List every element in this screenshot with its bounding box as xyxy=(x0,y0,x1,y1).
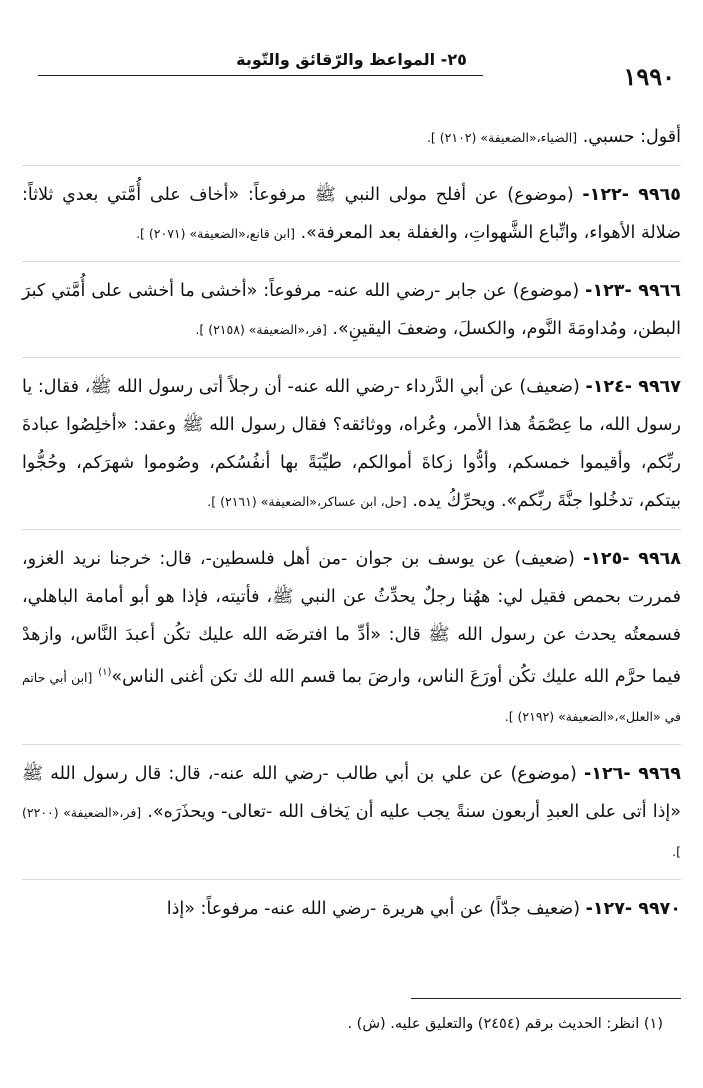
page-body xyxy=(22,118,681,936)
page-number: ١٩٩٠ xyxy=(623,62,675,91)
hadith-entry xyxy=(22,176,681,253)
page-header xyxy=(20,50,683,90)
hadith-entry xyxy=(22,540,681,736)
divider xyxy=(22,529,681,530)
hadith-reference: [ابن قانع،«الضعيفة» (٢٠٧١) ]. xyxy=(136,226,295,241)
footnote-marker[interactable]: (١) xyxy=(98,667,112,678)
hadith-grade: (ضعيف جدّاً) xyxy=(489,898,581,919)
hadith-number: ٩٩٦٥ -١٢٢- xyxy=(582,185,681,205)
hadith-number: ٩٩٧٠ -١٢٧- xyxy=(585,898,681,919)
hadith-text: عن أفلح مولى النبي ﷺ مرفوعاً: «أخاف على أُمَّتي بعدي ثلاثاً: ضلالة الأهواء، واتِّباع الشَّهواتِ، والغفلة بعد المعرفة». xyxy=(22,185,681,243)
hadith-text: عن يوسف بن جوان -من أهل فلسطين-، قال: خرجنا نريد الغزو، فمررت بحمص فقيل لي: ههُنا رجلٌ يحدِّثُ عن النبي ﷺ، فأتيته، فإذا هو أبو أمامة الباهلي، فسمعتُه يحدث عن رسول الله ﷺ قال: «أدِّ ما افترضَه الله عليك تكُن أعبدَ النَّاس، وازهدْ فيما حرَّم الله عليك تكُن أورَعَ الناس، وارضَ بما قسم الله لك تكن أغنى الناس» xyxy=(22,549,681,687)
entry-remark xyxy=(22,118,681,157)
hadith-number: ٩٩٦٦ -١٢٣- xyxy=(585,281,681,301)
hadith-text: عن أبي هريرة -رضي الله عنه- مرفوعاً: «إذا xyxy=(166,898,484,919)
hadith-number: ٩٩٦٨ -١٢٥- xyxy=(582,549,681,569)
hadith-grade: (موضوع) xyxy=(507,185,574,205)
hadith-number: ٩٩٦٩ -١٢٦- xyxy=(584,763,681,784)
hadith-entry xyxy=(22,272,681,349)
hadith-grade: (موضوع) xyxy=(512,281,580,301)
hadith-number: ٩٩٦٧ -١٢٤- xyxy=(585,377,681,397)
divider xyxy=(22,165,681,166)
entry-text: أقول: حسبي. xyxy=(582,127,681,147)
hadith-text: عن أبي الدَّرداء -رضي الله عنه- أن رجلاً أتى رسول الله ﷺ، فقال: يا رسول الله، ما عِصْمَةُ هذا الأمر، وعُراه، ووثائقه؟ فقال رسول الله ﷺ وعقد: «أخلِصُوا عبادةَ ربِّكم، وأقيموا خمسكم، وأدُّوا زكاةَ أموالكم، طيِّبَةً بها أنفُسُكم، وصُوموا شهرَكم، وحُجُّوا بيتكم، تدخُلوا جنَّةَ ربِّكم». ويحرِّكُ يده. xyxy=(22,377,681,511)
hadith-grade: (موضوع) xyxy=(510,763,577,784)
footnote-rule xyxy=(411,998,681,999)
divider xyxy=(22,744,681,745)
entry-reference: [الضياء،«الضعيفة» (٢١٠٢) ]. xyxy=(426,130,578,145)
hadith-entry xyxy=(22,368,681,521)
hadith-entry xyxy=(22,890,681,928)
hadith-reference: [حل، ابن عساكر،«الضعيفة» (٢١٦١) ]. xyxy=(207,494,407,509)
hadith-entry xyxy=(22,755,681,871)
hadith-reference: [فر،«الضعيفة» (٢١٥٨) ]. xyxy=(195,322,327,337)
hadith-text: عن جابر -رضي الله عنه- مرفوعاً: «أخشى ما أخشى على أُمَّتي كبرَ البطن، ومُداومَةَ النَّوم، والكسلَ، وضعفَ اليقينِ». xyxy=(22,281,681,339)
hadith-reference: [ابن أبي حاتم في «العلل»،«الضعيفة» (٢١٩٢) ]. xyxy=(22,669,681,724)
divider xyxy=(22,357,681,358)
hadith-reference: [فر،«الضعيفة» (٢٢٠٠) ]. xyxy=(22,804,681,859)
header-rule xyxy=(38,75,483,76)
running-title: ٢٥- المواعظ والرّقائق والتّوبة xyxy=(236,50,467,69)
hadith-text: عن علي بن أبي طالب -رضي الله عنه-، قال: قال رسول الله ﷺ «إذا أتى على العبدِ أربعون سنةً يجب عليه أن يَخاف الله -تعالى- ويحذَرَه». xyxy=(22,763,681,822)
footnote: (١) انظر: الحديث برقم (٢٤٥٤) والتعليق عليه. (ش) . xyxy=(347,1016,663,1032)
hadith-grade: (ضعيف) xyxy=(519,377,580,397)
divider xyxy=(22,879,681,880)
divider xyxy=(22,261,681,262)
hadith-grade: (ضعيف) xyxy=(514,549,575,569)
